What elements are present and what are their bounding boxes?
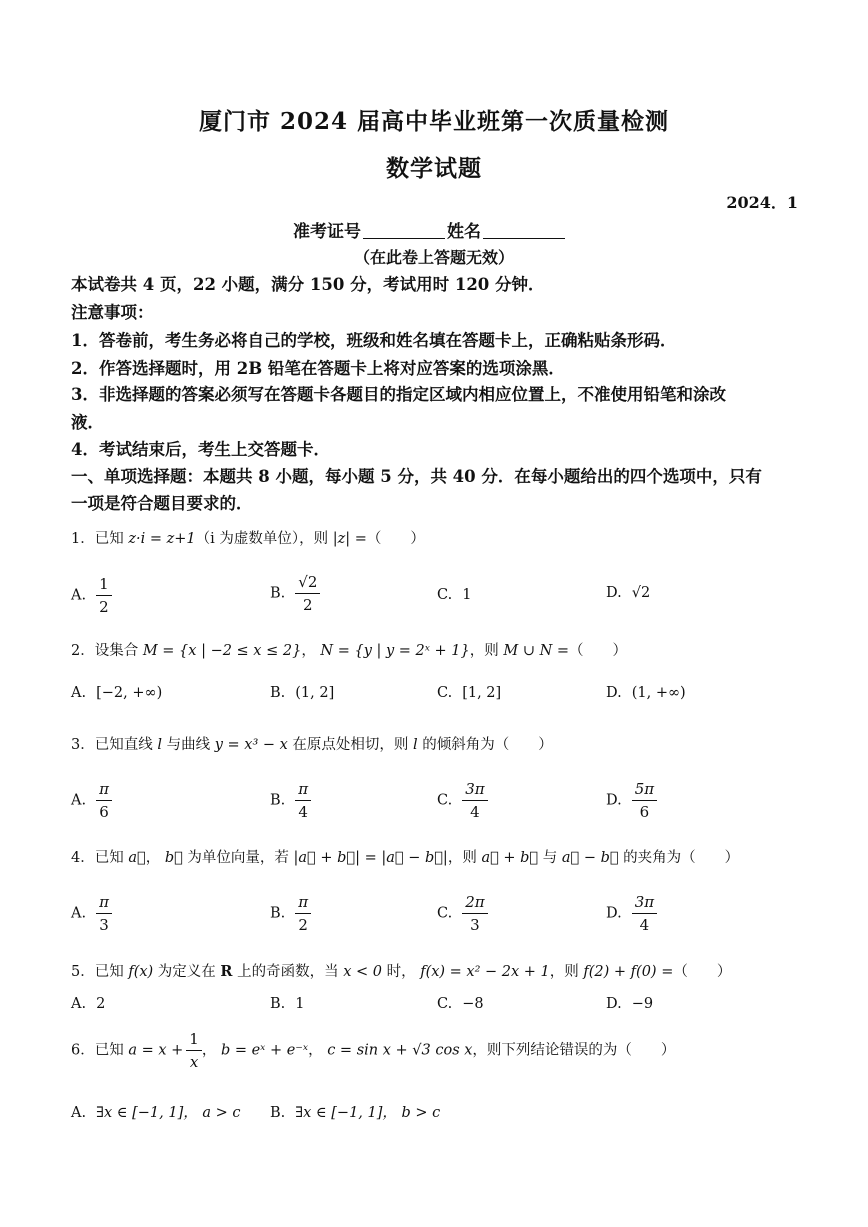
fraction-numerator: 3π (462, 780, 487, 801)
question-text: ， (145, 850, 165, 866)
question-1-option-a (71, 575, 112, 616)
fraction-numerator: √2 (295, 573, 320, 594)
option-letter: C. (437, 996, 453, 1012)
question-5-option-a (71, 996, 105, 1012)
option-value: −9 (631, 996, 654, 1012)
fraction (186, 1030, 202, 1071)
option-letter: B. (270, 685, 286, 701)
question-5-option-c (437, 996, 484, 1012)
question-6-stem (71, 1030, 675, 1071)
fraction-numerator: 1 (96, 575, 112, 596)
answer-bracket: （ ） (569, 643, 628, 659)
question-5-stem (71, 960, 731, 981)
question-text: 上的奇函数，当 (232, 964, 344, 980)
question-text: ， (201, 1042, 221, 1059)
option-letter: D. (606, 685, 622, 701)
question-text: 4．已知 (71, 850, 129, 866)
name-blank (483, 223, 565, 239)
question-2-option-a (71, 685, 162, 701)
option-value: ∃x ∈ [−1, 1]， a > c (96, 1105, 241, 1121)
question-4-option-d (606, 893, 657, 934)
fraction-numerator: π (96, 780, 112, 801)
answer-bracket: （ ） (673, 964, 732, 980)
math-expression: x < 0 (343, 964, 382, 980)
math-expression: z·i = z+1 (128, 531, 196, 547)
question-text: 与曲线 (161, 737, 215, 753)
question-3-stem (71, 733, 553, 754)
fraction-denominator: 3 (470, 916, 480, 934)
note-3-line-2: 液． (71, 413, 104, 432)
fraction (96, 780, 112, 821)
question-1-stem (71, 527, 425, 548)
option-value: (1, 2] (295, 685, 335, 701)
notes-heading: 注意事项： (71, 303, 154, 322)
question-text: ， (301, 643, 321, 659)
question-text: ，则 (549, 964, 584, 980)
question-3-option-c (437, 780, 488, 821)
fraction (96, 575, 112, 616)
option-letter: D. (606, 905, 622, 922)
option-letter: B. (270, 996, 286, 1012)
question-1-option-c (437, 587, 471, 603)
question-3-option-d (606, 780, 657, 821)
question-4-option-b (270, 893, 311, 934)
question-text: 在原点处相切，则 (287, 737, 414, 753)
option-value: ∃x ∈ [−1, 1]， b > c (295, 1105, 441, 1121)
fraction-denominator: 2 (298, 916, 308, 934)
option-letter: C. (437, 685, 453, 701)
option-letter: D. (606, 585, 622, 601)
fraction (96, 893, 112, 934)
question-text: 的倾斜角为（ ） (417, 737, 553, 753)
math-expression: a⃗ − b⃗ (561, 850, 619, 866)
question-text: 时， (381, 964, 421, 980)
fraction-numerator: 1 (186, 1030, 202, 1051)
fraction-denominator: 4 (470, 803, 480, 821)
question-text: 3．已知直线 (71, 737, 158, 753)
question-text: 与 (538, 850, 562, 866)
fraction (295, 893, 311, 934)
section-1-heading-line-2: 一项是符合题目要求的． (71, 494, 253, 513)
option-value: −8 (462, 996, 484, 1012)
option-letter: B. (270, 905, 286, 922)
math-expression: a = x + (128, 1042, 184, 1059)
fraction-denominator: 3 (99, 916, 109, 934)
fraction-denominator: 4 (298, 803, 308, 821)
question-2-option-d (606, 685, 686, 701)
question-text: 为定义在 (153, 964, 221, 980)
question-text: 1．已知 (71, 531, 129, 547)
option-letter: C. (437, 905, 453, 922)
option-value: 2 (96, 996, 106, 1012)
math-expression: y = x³ − x (214, 737, 288, 753)
question-4-stem (71, 846, 739, 867)
fraction (632, 780, 657, 821)
question-6-option-a (71, 1101, 240, 1122)
fraction-denominator: 6 (99, 803, 109, 821)
question-2-stem (71, 639, 627, 660)
question-text: 2．设集合 (71, 643, 143, 659)
note-1: 1．答卷前，考生务必将自己的学校，班级和姓名填在答题卡上，正确粘贴条形码． (71, 331, 677, 350)
fraction-numerator: 2π (462, 893, 487, 914)
option-letter: A. (71, 996, 87, 1012)
fraction-numerator: 5π (632, 780, 657, 801)
question-5-option-b (270, 996, 305, 1012)
section-1-heading-line-1: 一、单项选择题：本题共 8 小题，每小题 5 分，共 40 分．在每小题给出的四个选项中，只有 (71, 467, 762, 486)
math-expression: |a⃗ + b⃗| = |a⃗ − b⃗| (293, 850, 448, 866)
option-value: [−2, +∞) (96, 685, 163, 701)
fraction (462, 780, 487, 821)
option-value: 1 (295, 996, 305, 1012)
exam-id-blank (363, 223, 445, 239)
option-letter: A. (71, 587, 87, 604)
question-text: ，则下列结论错误的为（ ） (472, 1042, 676, 1059)
fraction (632, 893, 657, 934)
option-letter: C. (437, 587, 453, 603)
question-2-option-c (437, 685, 501, 701)
fraction-denominator: 2 (99, 598, 109, 616)
math-expression: f(x) = x² − 2x + 1 (420, 964, 550, 980)
option-letter: B. (270, 585, 286, 602)
question-text: （i 为虚数单位），则 (195, 531, 333, 547)
math-expression: b = eˣ + e⁻ˣ (220, 1042, 309, 1059)
math-expression: N = {y | y = 2ˣ + 1} (320, 643, 470, 659)
fraction-numerator: 3π (632, 893, 657, 914)
exam-id-label: 准考证号 (293, 222, 361, 242)
invalid-notice: （在此卷上答题无效） (353, 248, 514, 267)
math-expression: a⃗ + b⃗ (481, 850, 539, 866)
question-5-option-d (606, 996, 653, 1012)
candidate-info-line (293, 217, 567, 242)
math-expression: l (413, 737, 418, 753)
question-3-option-b (270, 780, 311, 821)
option-letter: D. (606, 996, 622, 1012)
question-1-option-d (606, 585, 650, 601)
fraction-numerator: π (295, 780, 311, 801)
question-text: ， (308, 1042, 328, 1059)
fraction-numerator: π (295, 893, 311, 914)
question-text: 5．已知 (71, 964, 129, 980)
answer-bracket: （ ） (366, 531, 425, 547)
question-text: 的夹角为（ ） (618, 850, 740, 866)
fraction-denominator: x (189, 1053, 199, 1071)
exam-title: 厦门市 2024 届高中毕业班第一次质量检测 (198, 108, 670, 135)
math-expression: |z| = (332, 531, 367, 547)
option-letter: A. (71, 1105, 87, 1121)
note-4: 4．考试结束后，考生上交答题卡． (71, 440, 330, 459)
math-expression: M = {x | −2 ≤ x ≤ 2} (142, 643, 302, 659)
option-letter: B. (270, 1105, 286, 1121)
math-expression: l (157, 737, 162, 753)
note-2: 2．作答选择题时，用 2B 铅笔在答题卡上将对应答案的选项涂黑． (71, 359, 565, 378)
fraction-denominator: 4 (639, 916, 650, 934)
option-value: √2 (631, 585, 651, 601)
option-letter: C. (437, 792, 453, 809)
option-letter: A. (71, 792, 87, 809)
option-letter: A. (71, 905, 87, 922)
note-3-line-1: 3．非选择题的答案必须写在答题卡各题目的指定区域内相应位置上，不准使用铅笔和涂改 (71, 385, 726, 404)
question-3-option-a (71, 780, 112, 821)
fraction (295, 573, 320, 614)
math-expression: M ∪ N = (503, 643, 570, 659)
question-6-option-b (270, 1101, 440, 1122)
question-text: 为单位向量，若 (182, 850, 294, 866)
fraction-numerator: π (96, 893, 112, 914)
math-expression: f(2) + f(0) = (583, 964, 674, 980)
name-label: 姓名 (447, 222, 481, 242)
option-letter: D. (606, 792, 622, 809)
math-expression: b⃗ (164, 850, 183, 866)
question-4-option-a (71, 893, 112, 934)
real-numbers-symbol: R (220, 963, 233, 980)
question-2-option-b (270, 685, 334, 701)
exam-date: 2024．1 (726, 193, 798, 212)
fraction (462, 893, 487, 934)
math-expression: c = sin x + √3 cos x (327, 1042, 473, 1059)
exam-subtitle: 数学试题 (386, 155, 482, 182)
question-text: 6．已知 (71, 1042, 129, 1059)
option-value: (1, +∞) (631, 685, 686, 701)
option-value: [1, 2] (462, 685, 502, 701)
question-text: ，则 (469, 643, 504, 659)
exam-intro: 本试卷共 4 页，22 小题，满分 150 分，考试用时 120 分钟． (71, 275, 545, 294)
option-letter: A. (71, 685, 87, 701)
question-text: ，则 (447, 850, 482, 866)
option-letter: B. (270, 792, 286, 809)
question-1-option-b (270, 573, 320, 614)
question-4-option-c (437, 893, 488, 934)
fraction-denominator: 2 (303, 596, 313, 614)
math-expression: f(x) (128, 964, 154, 980)
option-value: 1 (462, 587, 472, 603)
fraction (295, 780, 311, 821)
math-expression: a⃗ (128, 850, 146, 866)
fraction-denominator: 6 (639, 803, 650, 821)
